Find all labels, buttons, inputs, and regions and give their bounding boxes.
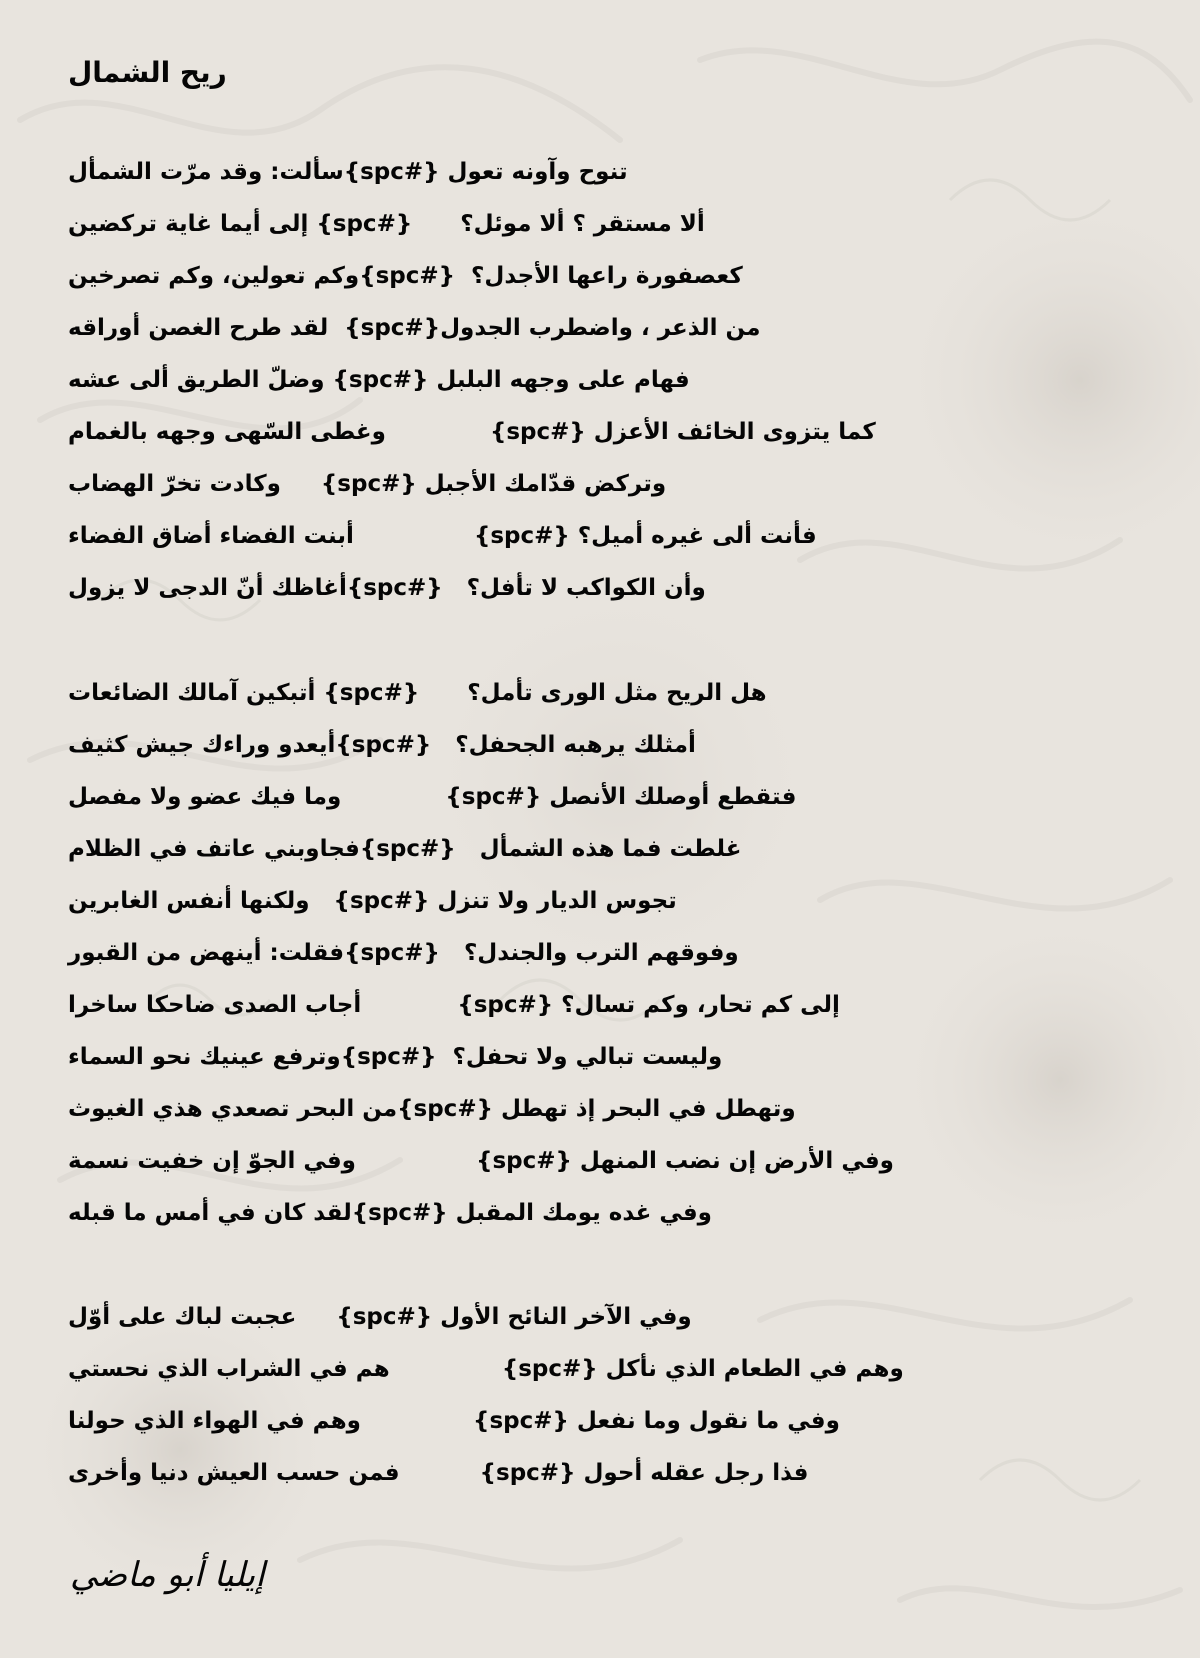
poem-line: كعصفورة راعها الأجدل؟ {#spc}وكم تعولين، وكم تصرخين bbox=[68, 263, 743, 289]
poem-line: فتقطع أوصلك الأنصل {#spc} وما فيك عضو ولا مفصل bbox=[68, 784, 797, 810]
poem-line: من الذعر ، واضطرب الجدول{#spc} لقد طرح الغصن أوراقه bbox=[68, 315, 761, 341]
poem-line: فهام على وجهه البلبل {#spc} وضلّ الطريق ألى عشه bbox=[68, 367, 690, 393]
poem-line: وتهطل في البحر إذ تهطل {#spc}من البحر تصعدي هذي الغيوث bbox=[68, 1096, 796, 1122]
poem-line: وفي الآخر النائح الأول {#spc} عجبت لباك على أوّل bbox=[68, 1304, 692, 1330]
author-signature: إيليا أبو ماضي bbox=[70, 1555, 265, 1595]
poem-title: ريح الشمال bbox=[68, 56, 227, 89]
poem-line: وتركض قدّامك الأجبل {#spc} وكادت تخرّ الهضاب bbox=[68, 471, 667, 497]
poem-line: إلى كم تحار، وكم تسال؟ {#spc} أجاب الصدى ضاحكا ساخرا bbox=[68, 992, 840, 1018]
poem-line: غلطت فما هذه الشمأل {#spc}فجاوبني عاتف في الظلام bbox=[68, 836, 742, 862]
poem-line: وأن الكواكب لا تأفل؟ {#spc}أغاظك أنّ الدجى لا يزول bbox=[68, 575, 706, 601]
poem-line: وليست تبالي ولا تحفل؟ {#spc}وترفع عينيك نحو السماء bbox=[68, 1044, 723, 1070]
poem-line: وفي ما نقول وما نفعل {#spc} وهم في الهواء الذي حولنا bbox=[68, 1408, 840, 1434]
poem-line: كما يتزوى الخائف الأعزل {#spc} وغطى السّهى وجهه بالغمام bbox=[68, 419, 876, 445]
poem-line: تنوح وآونه تعول {#spc}سألت: وقد مرّت الشمأل bbox=[68, 159, 628, 185]
poem-line: وفوقهم الترب والجندل؟ {#spc}فقلت: أينهض من القبور bbox=[68, 940, 739, 966]
poem-line: هل الريح مثل الورى تأمل؟ {#spc} أتبكين آمالك الضائعات bbox=[68, 680, 767, 706]
poem-line: فأنت ألى غيره أميل؟ {#spc} أبنت الفضاء أضاق الفضاء bbox=[68, 523, 817, 549]
poem-line: وفي غده يومك المقبل {#spc}لقد كان في أمس ما قبله bbox=[68, 1200, 712, 1226]
poem-line: فذا رجل عقله أحول {#spc} فمن حسب العيش دنيا وأخرى bbox=[68, 1460, 809, 1486]
poem-line: تجوس الديار ولا تنزل {#spc} ولكنها أنفس الغابرين bbox=[68, 888, 677, 914]
poem-line: وهم في الطعام الذي نأكل {#spc} هم في الشراب الذي نحستي bbox=[68, 1356, 904, 1382]
poem-line: وفي الأرض إن نضب المنهل {#spc} وفي الجوّ إن خفيت نسمة bbox=[68, 1148, 894, 1174]
poem-line: أمثلك يرهبه الجحفل؟ {#spc}أيعدو وراءك جيش كثيف bbox=[68, 732, 696, 758]
poem-line: ألا مستقر ؟ ألا موئل؟ {#spc} إلى أيما غاية تركضين bbox=[68, 211, 705, 237]
